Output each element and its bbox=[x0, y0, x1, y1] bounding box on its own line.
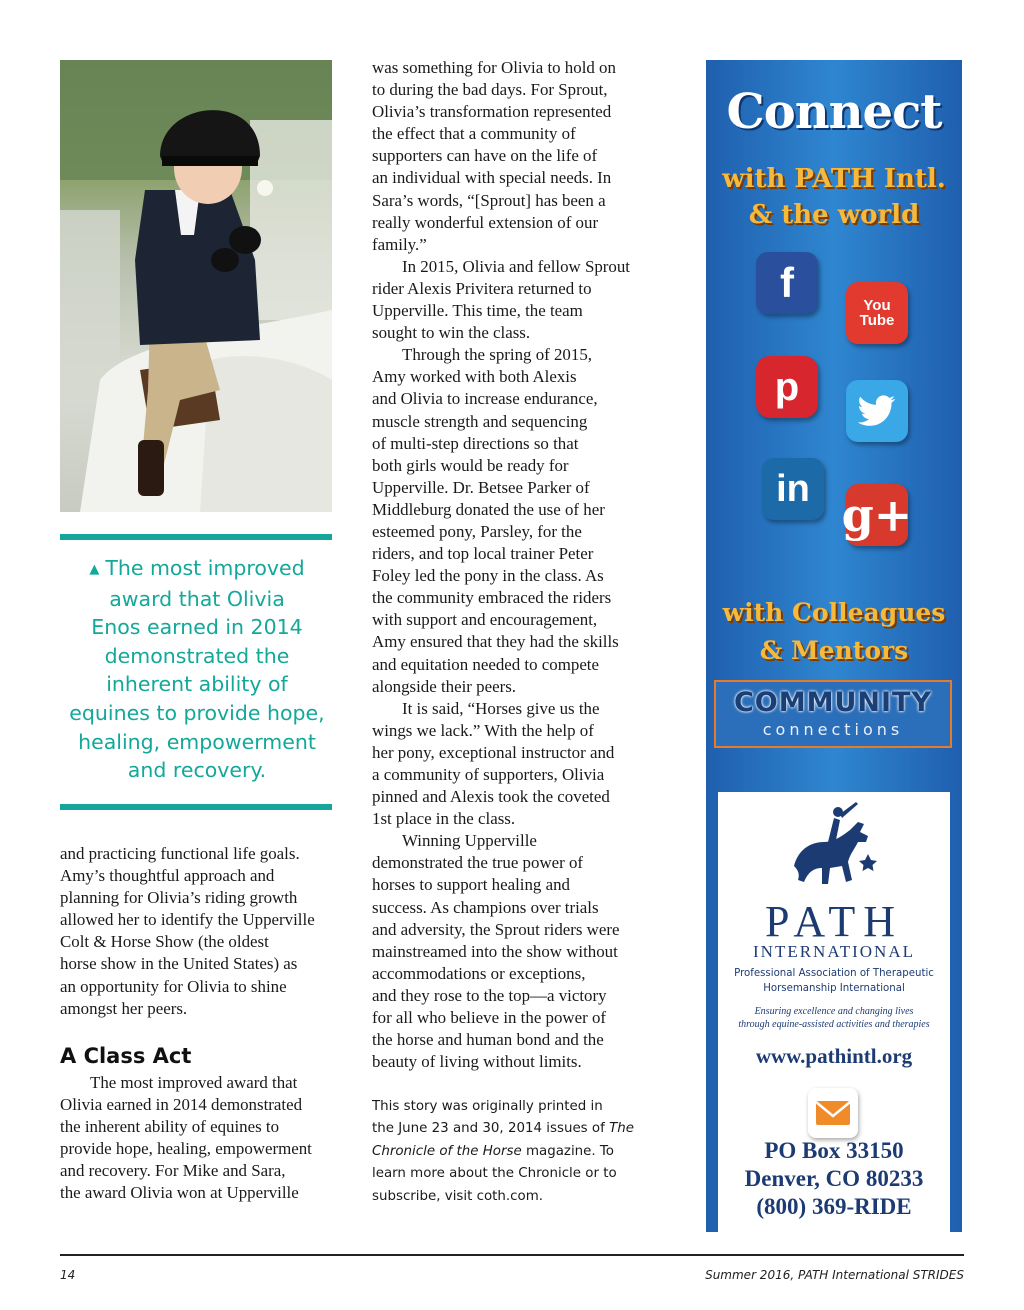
body-line: sought to win the class. bbox=[372, 323, 531, 343]
community-title: COMMUNITY bbox=[733, 687, 933, 718]
body-line: to during the bad days. For Sprout, bbox=[372, 80, 608, 100]
youtube-icon[interactable]: You Tube bbox=[846, 282, 908, 344]
column2-text bbox=[372, 57, 630, 1073]
credit-line: learn more about the Chronicle or to bbox=[372, 1166, 617, 1182]
path-international: INTERNATIONAL bbox=[753, 942, 915, 961]
body-line: and they rose to the top—a victory bbox=[372, 985, 607, 1005]
caption-line bbox=[62, 670, 332, 699]
section-heading: A Class Act bbox=[60, 1044, 192, 1068]
body-line: Through the spring of 2015, bbox=[402, 345, 592, 365]
body-line: for all who believe in the power of bbox=[372, 1008, 607, 1028]
path-phone: (800) 369-RIDE bbox=[756, 1194, 912, 1219]
body-line: and Olivia to increase endurance, bbox=[372, 389, 598, 409]
caption-line bbox=[62, 756, 332, 785]
caption-text: award that Olivia bbox=[109, 586, 285, 611]
body-line: mainstreamed into the show without bbox=[372, 941, 618, 961]
body-line: Foley led the pony in the class. As bbox=[372, 566, 604, 586]
body-line: Olivia earned in 2014 demonstrated bbox=[60, 1095, 303, 1115]
body-line: horse show in the United States) as bbox=[60, 954, 298, 974]
caption-line bbox=[62, 728, 332, 757]
body-line: and practicing functional life goals. bbox=[60, 844, 300, 863]
story-credit bbox=[372, 1096, 634, 1208]
email-envelope-icon[interactable] bbox=[808, 1088, 858, 1138]
body-line: accommodations or exceptions, bbox=[372, 963, 586, 983]
footer-rule bbox=[60, 1254, 964, 1256]
body-line: Winning Upperville bbox=[402, 831, 537, 851]
pinterest-icon[interactable]: p bbox=[756, 356, 818, 418]
caption-text: healing, empowerment bbox=[78, 729, 316, 754]
path-city: Denver, CO 80233 bbox=[744, 1166, 924, 1191]
ad-connect-heading: Connect bbox=[726, 84, 942, 140]
body-line: the horse and human bond and the bbox=[372, 1030, 604, 1050]
linkedin-icon[interactable]: in bbox=[762, 458, 824, 520]
body-line: allowed her to identify the Upperville bbox=[60, 910, 315, 930]
body-line: It is said, “Horses give us the bbox=[402, 698, 600, 718]
path-intl-advertisement bbox=[706, 60, 962, 1232]
body-line: success. As champions over trials bbox=[372, 897, 599, 917]
caption-top-rule bbox=[60, 534, 332, 540]
body-line: the community embraced the riders bbox=[372, 588, 612, 608]
photo-caption bbox=[62, 554, 332, 785]
rider-photo bbox=[60, 60, 332, 512]
body-line: amongst her peers. bbox=[60, 998, 188, 1018]
column1-lower-text bbox=[60, 1072, 312, 1205]
caption-text: equines to provide hope, bbox=[69, 700, 325, 725]
community-connections-logo bbox=[714, 680, 952, 748]
body-line: Amy worked with both Alexis bbox=[372, 367, 577, 387]
body-line: the inherent ability of equines to bbox=[60, 1117, 280, 1137]
body-line: Amy ensured that they had the skills bbox=[372, 632, 619, 652]
twitter-icon[interactable] bbox=[846, 380, 908, 442]
body-line: and recovery. For Mike and Sara, bbox=[60, 1161, 286, 1181]
caption-line bbox=[62, 554, 332, 585]
body-line: an opportunity for Olivia to shine bbox=[60, 976, 287, 996]
credit-line: This story was originally printed in bbox=[372, 1099, 603, 1114]
ad-with-colleagues-line2: & Mentors bbox=[759, 636, 909, 665]
caption-text: and recovery. bbox=[127, 758, 267, 783]
path-association-line2: Horsemanship International bbox=[763, 983, 905, 994]
caption-text: Enos earned in 2014 bbox=[91, 615, 303, 640]
body-line: Middleburg donated the use of her bbox=[372, 499, 605, 519]
body-line: muscle strength and sequencing bbox=[372, 411, 588, 431]
community-subtitle: connections bbox=[762, 720, 904, 739]
body-line: both girls would be ready for bbox=[372, 455, 569, 475]
body-line: alongside their peers. bbox=[372, 676, 516, 696]
googleplus-icon[interactable]: g+ bbox=[846, 484, 908, 546]
credit-line: subscribe, visit coth.com. bbox=[372, 1188, 544, 1204]
path-name: PATH bbox=[765, 897, 903, 946]
body-line: demonstrated the true power of bbox=[372, 853, 584, 873]
body-line: the effect that a community of bbox=[372, 124, 576, 144]
body-line: her pony, exceptional instructor and bbox=[372, 742, 615, 762]
caption-line bbox=[62, 642, 332, 671]
body-line: esteemed pony, Parsley, for the bbox=[372, 521, 582, 541]
body-line: Sara’s words, “[Sprout] has been a bbox=[372, 190, 606, 210]
facebook-icon[interactable]: f bbox=[756, 252, 818, 314]
credit-line: Chronicle of the Horse magazine. To bbox=[372, 1143, 614, 1159]
credit-line: the June 23 and 30, 2014 issues of The bbox=[372, 1121, 634, 1137]
body-line: In 2015, Olivia and fellow Sprout bbox=[402, 256, 630, 276]
body-line: of multi-step directions so that bbox=[372, 433, 579, 453]
issue-footer: Summer 2016, PATH International STRIDES bbox=[705, 1268, 964, 1282]
body-line: pinned and Alexis took the coveted bbox=[372, 787, 610, 807]
page-number: 14 bbox=[60, 1268, 76, 1282]
body-line: horses to support healing and bbox=[372, 875, 570, 895]
body-line: wings we lack.” With the help of bbox=[372, 720, 594, 740]
body-line: Upperville. This time, the team bbox=[372, 301, 583, 321]
body-line: family.” bbox=[372, 234, 427, 254]
column1-upper-text bbox=[60, 843, 315, 1020]
body-line: the award Olivia won at Upperville bbox=[60, 1183, 299, 1203]
caption-pointer-icon: ▲ bbox=[89, 562, 100, 577]
body-line: and adversity, the Sprout riders were bbox=[372, 919, 620, 939]
body-line: and equitation needed to compete bbox=[372, 654, 600, 674]
body-line: an individual with special needs. In bbox=[372, 168, 612, 188]
ad-with-path-line2: & the world bbox=[748, 200, 920, 230]
body-line: a community of supporters, Olivia bbox=[372, 765, 605, 784]
caption-text: The most improved bbox=[105, 556, 305, 580]
caption-bottom-rule bbox=[60, 804, 332, 810]
body-line: riders, and top local trainer Peter bbox=[372, 544, 594, 564]
body-line: rider Alexis Privitera returned to bbox=[372, 278, 592, 298]
caption-line bbox=[62, 585, 332, 614]
body-line: Upperville. Dr. Betsee Parker of bbox=[372, 477, 590, 497]
caption-text: demonstrated the bbox=[104, 643, 290, 668]
body-line: Amy’s thoughtful approach and bbox=[60, 866, 275, 886]
path-tagline-line1: Ensuring excellence and changing lives bbox=[754, 1006, 914, 1017]
body-line: supporters can have on the life of bbox=[372, 146, 598, 166]
body-line: Olivia’s transformation represented bbox=[372, 102, 612, 122]
ad-with-colleagues-line1: with Colleagues bbox=[722, 598, 946, 627]
path-association-line1: Professional Association of Therapeutic bbox=[734, 968, 934, 979]
path-intl-contact-box bbox=[718, 792, 950, 1232]
body-line: was something for Olivia to hold on bbox=[372, 58, 616, 77]
ad-with-path-line1: with PATH Intl. bbox=[722, 164, 946, 194]
body-line: with support and encouragement, bbox=[372, 610, 598, 630]
body-line: beauty of living without limits. bbox=[372, 1052, 582, 1072]
path-tagline-line2: through equine-assisted activities and therapies bbox=[738, 1019, 930, 1030]
body-line: Colt & Horse Show (the oldest bbox=[60, 932, 269, 952]
body-line: provide hope, healing, empowerment bbox=[60, 1139, 312, 1159]
path-website-link[interactable]: www.pathintl.org bbox=[755, 1044, 913, 1068]
body-line: planning for Olivia’s riding growth bbox=[60, 888, 298, 908]
body-line: really wonderful extension of our bbox=[372, 212, 599, 232]
caption-line bbox=[62, 613, 332, 642]
caption-line bbox=[62, 699, 332, 728]
path-horse-logo-icon bbox=[784, 796, 884, 896]
body-line: The most improved award that bbox=[90, 1073, 298, 1092]
path-po-box: PO Box 33150 bbox=[764, 1138, 904, 1163]
caption-text: inherent ability of bbox=[106, 672, 288, 697]
body-line: 1st place in the class. bbox=[372, 809, 516, 829]
